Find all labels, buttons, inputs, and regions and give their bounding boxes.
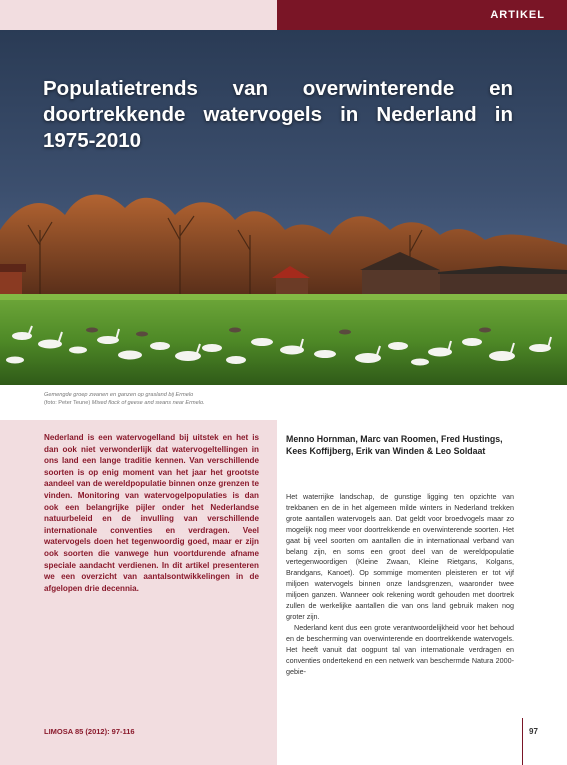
caption-text: Gemengde groep zwanen en ganzen op grasland bij Ermelo xyxy=(44,392,194,398)
body-paragraph: Het waterrijke landschap, de gunstige ligging ten opzichte van trekbanen en de in het algemeen milde winters in Nederland trekken grote aantallen watervogels aan. Dat geldt voor broedvogels maar zo mogelijk nog meer voor doortrekkende en overwinterende soorten. Het gaat bij veel soorten om aantallen die in internationaal verband van belang zijn, en soms een groot deel van de wereldpopulatie vertegenwoordigen (Kleine Zwaan, Kleine Rietgans, Kolgans, Brandgans, Kanoet). Op sommige momenten pleisteren er tot vijf miljoen watervogels binnen onze landsgrenzen, waaronder twee miljoen ganzen. Wanneer ook rekening wordt gehouden met doortrek zullen de werkelijke aantallen die van ons land gebruik maken nog groter zijn. xyxy=(286,492,514,621)
caption-credit: (foto: Peter Teune) xyxy=(44,400,91,406)
page-divider xyxy=(522,718,523,765)
article-body xyxy=(286,492,514,677)
caption-english: Mixed flock of geese and swans near Ermelo. xyxy=(91,400,205,406)
article-intro: Nederland is een watervogelland bij uitstek en het is dan ook niet verwonderlijk dat watervogeltellingen in ons land een lange traditie kennen. Van verschillende soorten is op enig moment van het jaar het grootste aandeel van de wereldpopulatie binnen onze grenzen te vinden. Monitoring van watervogelpopulaties is dan ook een belangrijke pijler onder het Nederlandse natuurbeleid en de invulling van verschillende internationale conventies en verdragen. Veel watervogels doen het tegenwoordig goed, maar er zijn ook soorten die vanwege hun voortdurende afname speciale aandacht verdienen. In dit artikel presenteren we een overzicht van aantalsontwikkelingen in de afgelopen drie decennia. xyxy=(44,433,259,593)
section-label: ARTIKEL xyxy=(277,0,567,30)
page-number: 97 xyxy=(529,727,538,736)
photo-caption xyxy=(44,391,274,407)
article-title: Populatietrends van overwinterende en doortrekkende watervogels in Nederland in 1975-2010 xyxy=(43,77,513,152)
hero-photo xyxy=(0,30,567,385)
article-authors: Menno Hornman, Marc van Roomen, Fred Hustings, Kees Koffijberg, Erik van Winden & Leo Soldaat xyxy=(286,434,503,457)
body-paragraph: Nederland kent dus een grote verantwoordelijkheid voor het behoud en de bescherming van overwinterende en doortrekkende watervogels. Het heeft vanuit dat oogpunt tal van internationale verdragen en conventies ondertekend en een netwerk van beschermde Natura 2000-gebie- xyxy=(286,622,514,676)
journal-reference: LIMOSA 85 (2012): 97-116 xyxy=(44,727,135,736)
